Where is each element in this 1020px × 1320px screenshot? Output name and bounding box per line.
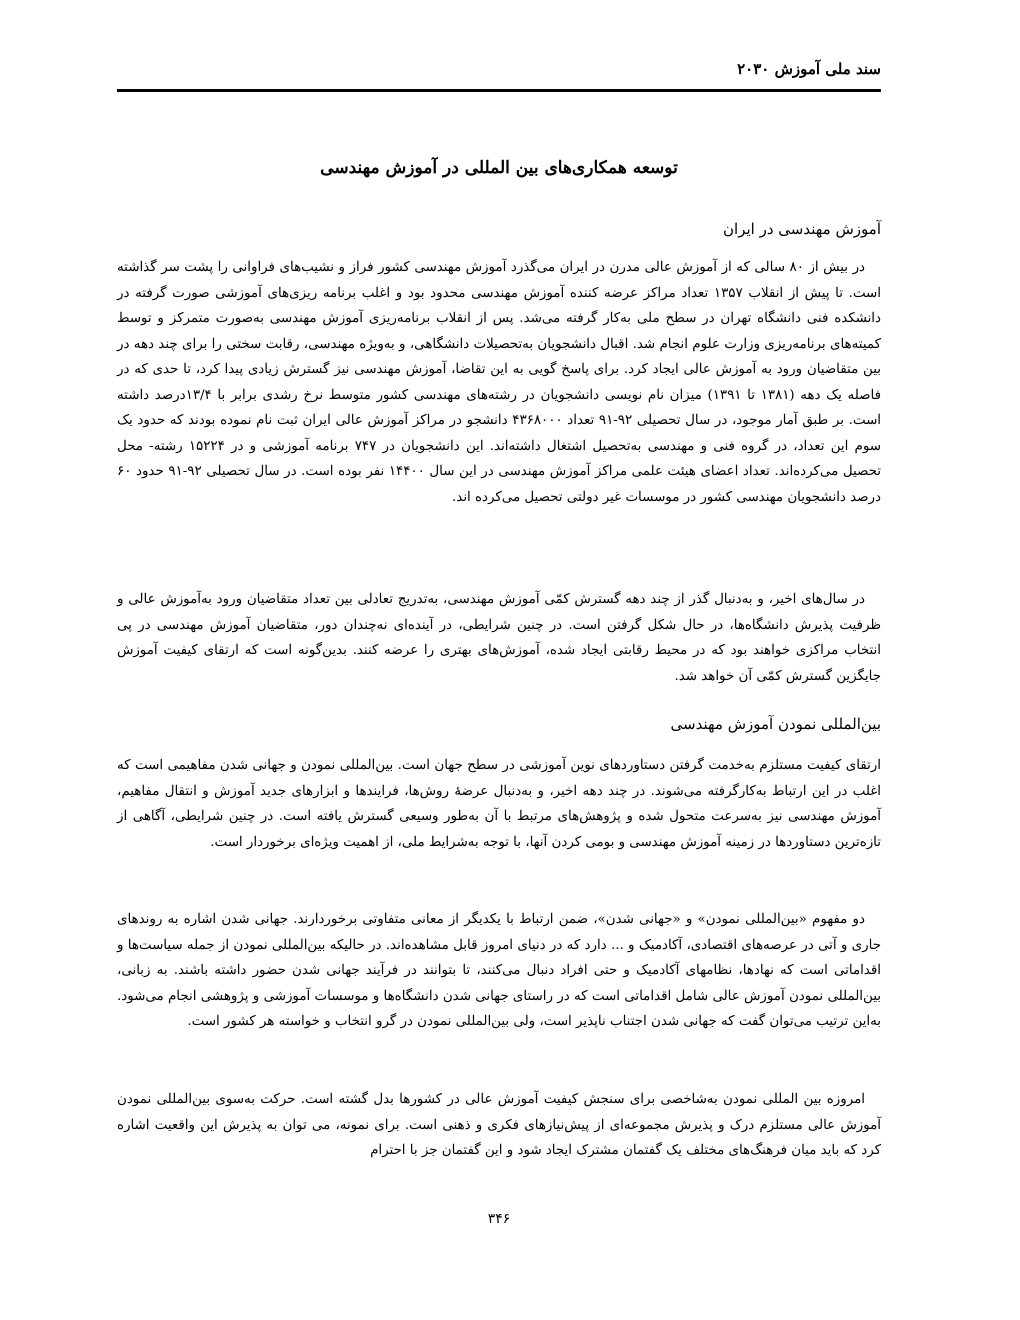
section-heading-internationalization: بین‌المللی نمودن آموزش مهندسی — [670, 715, 881, 733]
running-header: سند ملی آموزش ۲۰۳۰ — [737, 60, 881, 78]
paragraph: دو مفهوم «بین‌المللی نمودن» و «جهانی شدن»، ضمن ارتباط با یکدیگر از معانی متفاوتی برخوردارند. جهانی شدن اشاره به روندهای جاری و آتی در عرصه‌های اقتصادی، آکادمیک و ... دارد که در دنیای امروز قابل مشاهده‌اند. در حالیکه بین‌المللی نمودن از جمله سیاست‌ها و اقداماتی است که نهادها، نظامهای آکادمیک و حتی افراد دنبال می‌کنند، تا بتوانند در فرآیند جهانی شدن حضور داشته باشند. به زبانی، بین‌المللی نمودن آموزش عالی شامل اقداماتی است که در راستای جهانی شدن دانشگاه‌ها و موسسات آموزشی و پژوهشی انجام می‌شود. به‌این ترتیب می‌توان گفت که جهانی شدن اجتناب ناپذیر است، ولی بین‌المللی نمودن در گرو انتخاب و خواسته هر کشور است. — [117, 912, 881, 1029]
paragraph: امروزه بین المللی نمودن به‌شاخصی برای سنجش کیفیت آموزش عالی در کشورها بدل گشته است. حرکت به‌سوی بین‌المللی نمودن آموزش عالی مستلزم درک و پذیرش مجموعه‌ای از پیش‌نیازهای فکری و ذهنی است. برای نمونه، می توان به پذیرش این واقعیت اشاره کرد که باید میان فرهنگ‌های مختلف یک گفتمان مشترک ایجاد شود و این گفتمان جز با احترام — [117, 1092, 881, 1158]
paragraph: ارتقای کیفیت مستلزم به‌خدمت گرفتن دستاوردهای نوین آموزشی در سطح جهان است. بین‌المللی نمودن و جهانی شدن مفاهیمی است که اغلب در این ارتباط به‌کارگرفته می‌شوند. در چند دهه اخیر، و به‌دنبال عرضهٔ روش‌ها، فرایندها و ابزارهای جدید آموزش و انتقال مفاهیم، آموزش مهندسی نیز به‌سرعت متحول شده و پژوهش‌های مرتبط با آن به‌طور وسیعی گسترش یافته است. در چنین شرایطی، آگاهی از تازه‌ترین دستاوردها در زمینه آموزش مهندسی و بومی کردن آنها، با توجه به‌شرایط ملی، از اهمیت ویژه‌ای برخوردار است. — [117, 758, 881, 850]
paragraph: در سال‌های اخیر، و به‌دنبال گذر از چند دهه گسترش کمّی آموزش مهندسی، به‌تدریج تعادلی بین تعداد متقاضیان ورود به‌آموزش عالی و ظرفیت پذیرش دانشگاه‌ها، در حال شکل گرفتن است. در چنین شرایطی، در آینده‌ای نه‌چندان دور، متقاضیان آموزش مهندسی در پی انتخاب مراکزی خواهند بود که در محیط رقابتی ایجاد شده، آموزش‌های بهتری را عرضه کنند. بدین‌گونه است که ارتقای کیفیت آموزش جایگزین گسترش کمّی آن خواهد شد. — [117, 592, 881, 684]
page-number: ۳۴۶ — [487, 1211, 511, 1227]
page-title: توسعه همکاری‌های بین المللی در آموزش مهندسی — [320, 158, 678, 178]
header-rule — [117, 89, 881, 92]
paragraph: در بیش از ۸۰ سالی که از آموزش عالی مدرن در ایران می‌گذرد آموزش مهندسی کشور فراز و نشیب‌های فراوانی را پشت سر گذاشته است. تا پیش از انقلاب ۱۳۵۷ تعداد مراکز عرضه کننده آموزش مهندسی محدود بود و اغلب برنامه ریزی‌های آموزشی صورت گرفته در دانشکده فنی دانشگاه تهران در سطح ملی به‌کار گرفته می‌شد. پس از انقلاب برنامه‌ریزی آموزش مهندسی به‌صورت متمرکز و توسط کمیته‌های برنامه‌ریزی وزارت علوم انجام شد. اقبال دانشجویان به‌تحصیلات دانشگاهی، و به‌ویژه مهندسی، رقابت سختی را برای چند دهه در بین متقاضیان ورود به آموزش عالی ایجاد کرد. برای پاسخ گویی به این تقاضا، آموزش مهندسی نیز گسترش زیادی پیدا کرد، تا حدی که در فاصله یک دهه (۱۳۸۱ تا ۱۳۹۱) میزان نام نویسی دانشجویان در رشته‌های مهندسی کشور متوسط نرخ رشدی برابر با ۱۳/۴درصد داشته است. بر طبق آمار موجود، در سال تحصیلی ۹۲-۹۱ تعداد ۴۳۶۸۰۰۰ دانشجو در مراکز آموزش عالی ایران ثبت نام نموده بودند که حدود یک سوم این تعداد، در گروه فنی و مهندسی به‌تحصیل اشتغال داشته‌اند. این دانشجویان در ۷۴۷ برنامه آموزشی و در ۱۵۲۲۴ رشته- محل تحصیل می‌کرده‌اند. تعداد اعضای هیئت علمی مراکز آموزش مهندسی در این سال ۱۴۴۰۰ نفر بوده است. در سال تحصیلی ۹۲-۹۱ حدود ۶۰ درصد دانشجویان مهندسی کشور در موسسات غیر دولتی تحصیل می‌کرده اند. — [117, 260, 882, 505]
section-heading-engineering-education-iran: آموزش مهندسی در ایران — [723, 220, 881, 238]
